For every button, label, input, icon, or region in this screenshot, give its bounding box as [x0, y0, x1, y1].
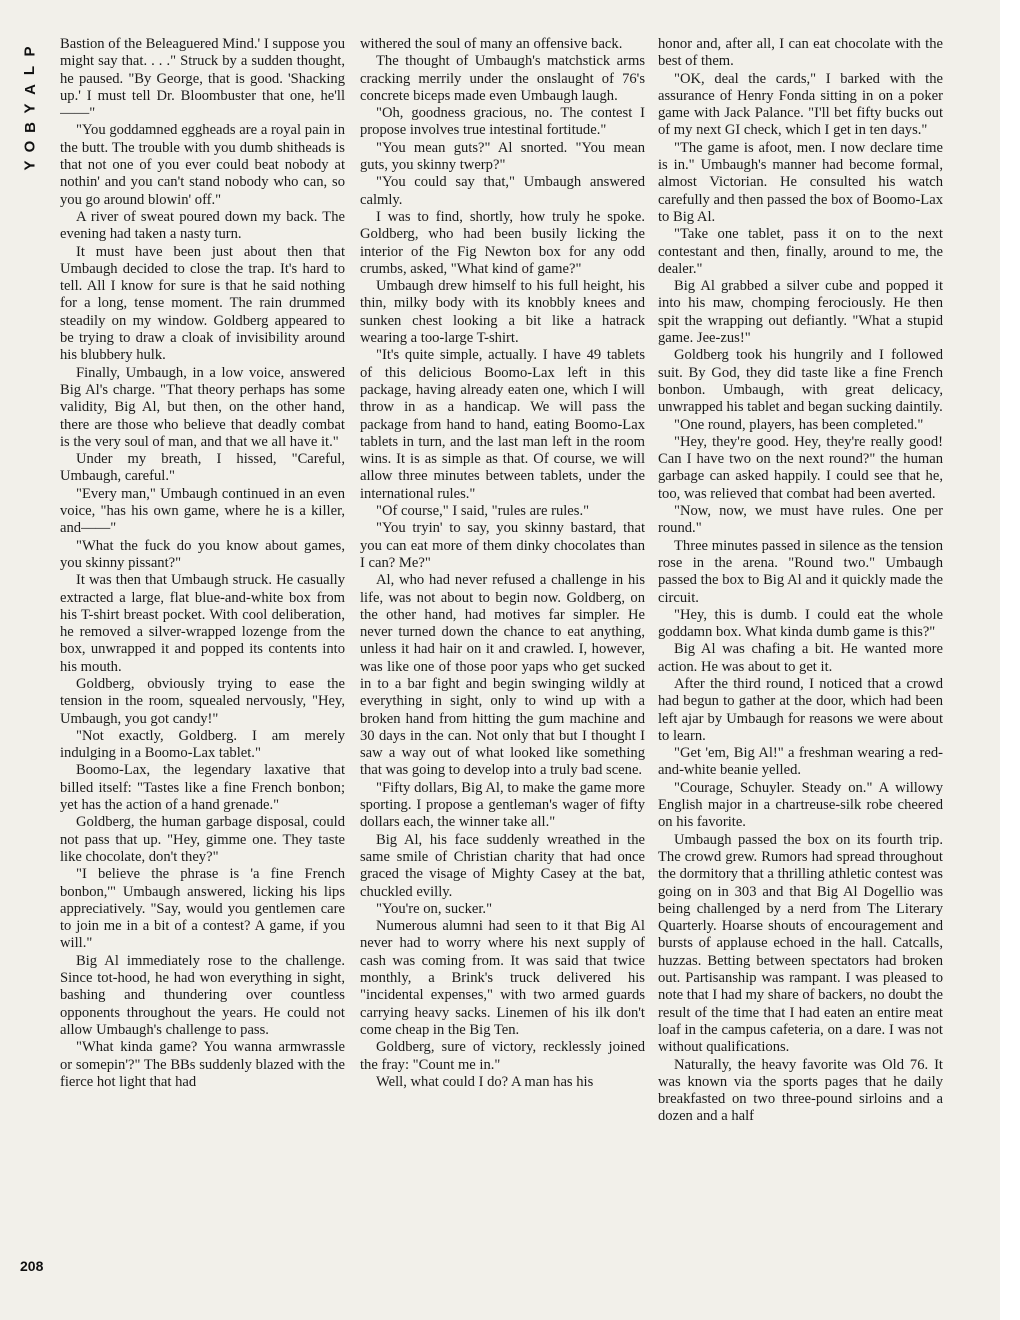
paragraph: honor and, after all, I can eat chocolate with the best of them.: [658, 36, 943, 70]
paragraph: "Hey, this is dumb. I could eat the whole goddamn box. What kinda dumb game is this?": [658, 606, 943, 641]
paragraph: "Fifty dollars, Big Al, to make the game more sporting. I propose a gentleman's wager of fifty dollars each, the winner take all.": [360, 779, 645, 831]
paragraph: "I believe the phrase is 'a fine French bonbon,'" Umbaugh answered, licking his lips appreciatively. "Say, would you gentlemen care to join me in a bit of a contest? A game, if you will.": [60, 866, 345, 952]
paragraph: "OK, deal the cards," I barked with the assurance of Henry Fonda sitting in on a poker game with Jack Palance. "I'll bet fifty bucks out of my next GI check, which I get in ten days.": [658, 70, 943, 139]
masthead-vertical: [22, 42, 42, 175]
paragraph: "You could say that," Umbaugh answered calmly.: [360, 174, 645, 208]
paragraph: "It's quite simple, actually. I have 49 tablets of this delicious Boomo-Lax left in this package, having already eaten one, which I will throw in as a handicap. We will pass the package from hand to hand, eating Boomo-Lax tablets in turn, and the last man left in the room wins. It is as simple as that. Of course, we will allow three minutes between tablets, under the international rules.": [360, 347, 645, 502]
paragraph: "You're on, sucker.": [376, 900, 493, 917]
paragraph: Under my breath, I hissed, "Careful, Umbaugh, careful.": [60, 451, 345, 485]
paragraph: I was to find, shortly, how truly he spoke. Goldberg, who had been busily licking the interior of the Fig Newton box for any odd crumbs, asked, "What kind of game?": [360, 208, 645, 277]
masthead-letter: O: [21, 140, 39, 153]
paragraph: Naturally, the heavy favorite was Old 76. It was known via the sports pages that he daily breakfasted on two three-pound sirloins and a dozen and a half: [658, 1056, 943, 1125]
masthead-letter: L: [21, 65, 39, 76]
paragraph: After the third round, I noticed that a crowd had begun to gather at the door, which had been left ajar by Umbaugh for reasons we were about to learn.: [658, 675, 943, 744]
paragraph: "Not exactly, Goldberg. I am merely indulging in a Boomo-Lax tablet.": [60, 727, 345, 762]
paragraph: A river of sweat poured down my back. The evening had taken a nasty turn.: [60, 208, 345, 243]
paragraph: It must have been just about then that Umbaugh decided to close the trap. It's hard to tell. All I know for sure is that he said nothing for a long, tense moment. The rain drummed steadily on my window. Goldberg appeared to be trying to draw a cloak of invisibility around his blubbery hulk.: [60, 243, 345, 364]
text-column-3: [658, 36, 943, 1276]
paragraph: "You mean guts?" Al snorted. "You mean guts, you skinny twerp?": [360, 139, 645, 174]
paragraph: "Hey, they're good. Hey, they're really good! Can I have two on the next round?" the human garbage can asked happily. I could see that he, too, was relieved that combat had been averted.: [658, 433, 943, 502]
text-column-1: [60, 36, 345, 1276]
paragraph: "You tryin' to say, you skinny bastard, that you can eat more of them dinky chocolates than I can? Me?": [360, 520, 645, 571]
paragraph: "Take one tablet, pass it on to the next contestant and then, finally, around to me, the dealer.": [658, 226, 943, 277]
paragraph: "Of course," I said, "rules are rules.": [376, 503, 590, 520]
paragraph: "What the fuck do you know about games, you skinny pissant?": [60, 537, 345, 571]
paragraph: Finally, Umbaugh, in a low voice, answered Big Al's charge. "That theory perhaps has some validity, Big Al, but then, on the other hand, there are those who believe that deadly combat is the very soul of man, and that we all have it.": [60, 364, 345, 450]
paragraph: "Oh, goodness gracious, no. The contest I propose involves true intestinal fortitude.": [360, 105, 645, 139]
paragraph: Three minutes passed in silence as the tension rose in the arena. "Round two." Umbaugh passed the box to Big Al and it quickly made the circuit.: [658, 537, 943, 606]
paragraph: "One round, players, has been completed.": [674, 416, 924, 433]
paragraph: Umbaugh passed the box on its fourth trip. The crowd grew. Rumors had spread throughout the dormitory that a thrilling athletic contest was going on in 303 and that Big Al Dogellio was being challenged by a nerd from The Literary Quarterly. Hoarse shouts of encouragement and bursts of applause echoed in the hall. Catcalls, huzzas. Betting between spectators had broken out. Partisanship was rampant. I was pleased to note that I had my share of backers, no doubt the result of the time that I had eaten an entire meat loaf in the campus cafeteria, on a dare. I was not without qualifications.: [658, 831, 943, 1056]
paragraph: Goldberg, obviously trying to ease the tension in the room, squealed nervously, "Hey, Umbaugh, you got candy!": [60, 675, 345, 727]
paragraph: Bastion of the Beleaguered Mind.' I suppose you might say that. . . ." Struck by a sudden thought, he paused. "By George, that is good. 'Shacking up.' I must tell Dr. Bloombuster that one, he'll——": [60, 36, 345, 122]
masthead-letter: B: [21, 122, 39, 133]
paragraph: Goldberg, the human garbage disposal, could not pass that up. "Hey, gimme one. They taste like chocolate, don't they?": [60, 814, 345, 865]
paragraph: "Get 'em, Big Al!" a freshman wearing a red-and-white beanie yelled.: [658, 745, 943, 779]
paragraph: "What kinda game? You wanna armwrassle or somepin'?" The BBs suddenly blazed with the fierce hot light that had: [60, 1039, 345, 1090]
masthead-letter: P: [21, 46, 39, 57]
paragraph: It was then that Umbaugh struck. He casually extracted a large, flat blue-and-white box from his T-shirt breast pocket. With cool deliberation, he removed a silver-wrapped lozenge from the box, unwrapped it and popped its contents into his mouth.: [60, 572, 345, 675]
paragraph: "Courage, Schuyler. Steady on." A willowy English major in a chartreuse-silk robe cheered on his favorite.: [658, 779, 943, 831]
paragraph: Big Al was chafing a bit. He wanted more action. He was about to get it.: [658, 641, 943, 675]
paragraph: "Every man," Umbaugh continued in an even voice, "has his own game, where he is a killer, and——": [60, 485, 345, 537]
page-number: 208: [20, 1258, 44, 1274]
paragraph: Goldberg took his hungrily and I followed suit. By God, they did taste like a fine French bonbon. Umbaugh, with great delicacy, unwrapped his tablet and began sucking daintily.: [658, 347, 943, 416]
paragraph: Big Al immediately rose to the challenge. Since tot-hood, he had won everything in sight, bashing and thundering over countless opponents throughout the years. He could not allow Umbaugh's challenge to pass.: [60, 952, 345, 1038]
paragraph: withered the soul of many an offensive back.: [360, 36, 623, 52]
paragraph: Boomo-Lax, the legendary laxative that billed itself: "Tastes like a fine French bonbon; yet has the action of a hand grenade.": [60, 762, 345, 814]
masthead-letter: Y: [21, 160, 39, 171]
paragraph: Umbaugh drew himself to his full height, his thin, milky body with its knobbly knees and sunken chest looking a bit like a hatrack wearing a too-large T-shirt.: [360, 278, 645, 347]
paragraph: Goldberg, sure of victory, recklessly joined the fray: "Count me in.": [360, 1039, 645, 1073]
paragraph: Well, what could I do? A man has his: [376, 1073, 594, 1090]
paragraph: Al, who had never refused a challenge in his life, was not about to begin now. Goldberg, on the other hand, had motives far simpler. He never turned down the chance to eat anything, unless it had hair on it and crawled. I, however, was like one of those poor yaps who get sucked in to a bar fight and begin swinging wildly at everything in sight, only to wind up with a broken hand from hitting the gum machine and 30 days in the can. Not only that but I thought I saw a way out of what looked like something that was going to develop into a truly bad scene.: [360, 572, 645, 779]
paragraph: Big Al grabbed a silver cube and popped it into his maw, chomping ferociously. He then spit the wrapping out defiantly. "What a stupid game. Jee-zus!": [658, 278, 943, 347]
masthead-letter: A: [21, 84, 39, 95]
paragraph: Big Al, his face suddenly wreathed in the same smile of Christian charity that had once graced the visage of Mighty Casey at the bat, chuckled evilly.: [360, 831, 645, 900]
paragraph: "Now, now, we must have rules. One per round.": [658, 503, 943, 537]
paragraph: "The game is afoot, men. I now declare time is in." Umbaugh's manner had become formal, almost Victorian. He consulted his watch carefully and then passed the box of Boomo-Lax to Big Al.: [658, 139, 943, 225]
text-column-2: [360, 36, 645, 1276]
masthead-letter: Y: [21, 103, 39, 114]
paragraph: The thought of Umbaugh's matchstick arms cracking merrily under the onslaught of 76's concrete biceps made even Umbaugh laugh.: [360, 53, 645, 104]
paragraph: Numerous alumni had seen to it that Big Al never had to worry where his next supply of cash was coming from. It was said that twice monthly, a Brink's truck delivered his "incidental expenses," with two armed guards carrying heavy sacks. Linemen of his ilk don't come cheap in the Big Ten.: [360, 918, 645, 1038]
paragraph: "You goddamned eggheads are a royal pain in the butt. The trouble with you dumb shitheads is that not one of you ever could beat nobody at nothin' and you can't stand nobody who can, so you go around blowin' off.": [60, 122, 345, 208]
